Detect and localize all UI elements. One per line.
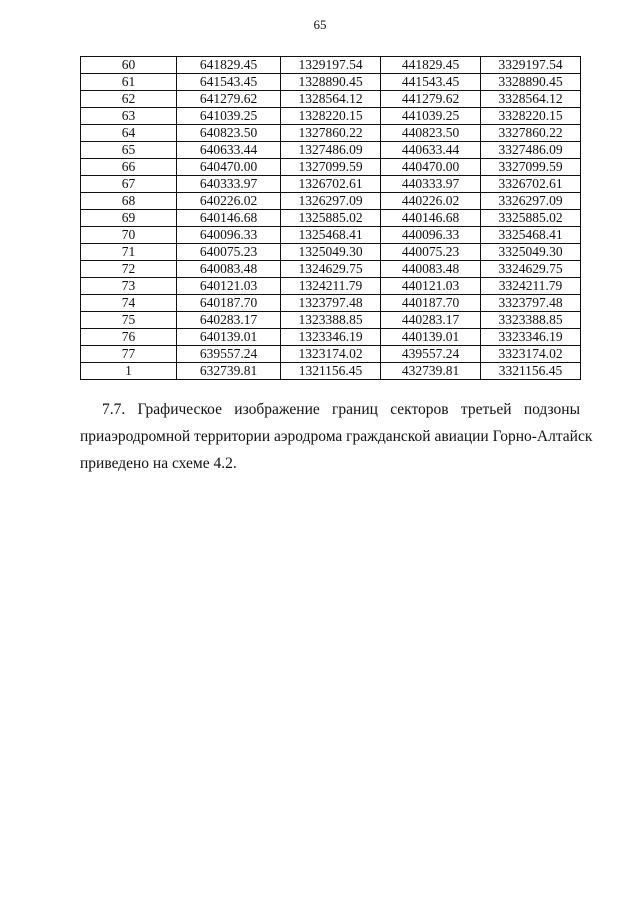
coord-y-alt-cell: 3325049.30 [481, 244, 581, 261]
table-row [81, 329, 581, 346]
table-row [81, 278, 581, 295]
coord-y-alt-cell: 3324629.75 [481, 261, 581, 278]
coord-y-alt-cell: 3323174.02 [481, 346, 581, 363]
coord-x-msk-cell: 641039.25 [177, 108, 281, 125]
page-number: 65 [313, 17, 327, 32]
point-number-cell: 69 [81, 210, 177, 227]
table-row [81, 363, 581, 380]
point-number-cell: 72 [81, 261, 177, 278]
coord-y-alt-cell: 3323797.48 [481, 295, 581, 312]
point-number-cell: 61 [81, 74, 177, 91]
coord-y-msk-cell: 1321156.45 [281, 363, 381, 380]
point-number-cell: 71 [81, 244, 177, 261]
section-paragraph [80, 396, 593, 477]
coord-x-alt-cell: 439557.24 [381, 346, 481, 363]
coord-x-alt-cell: 440139.01 [381, 329, 481, 346]
table-row [81, 295, 581, 312]
coord-y-alt-cell: 3326297.09 [481, 193, 581, 210]
coord-x-msk-cell: 640139.01 [177, 329, 281, 346]
coordinates-table [80, 56, 581, 380]
coord-y-alt-cell: 3323346.19 [481, 329, 581, 346]
coord-y-alt-cell: 3328890.45 [481, 74, 581, 91]
table-row [81, 176, 581, 193]
paragraph-line: приведено на схеме 4.2. [80, 455, 237, 472]
table-row [81, 142, 581, 159]
coord-y-alt-cell: 3325468.41 [481, 227, 581, 244]
coord-y-msk-cell: 1325468.41 [281, 227, 381, 244]
coord-x-alt-cell: 440470.00 [381, 159, 481, 176]
coord-y-alt-cell: 3328220.15 [481, 108, 581, 125]
coord-x-alt-cell: 432739.81 [381, 363, 481, 380]
coord-y-msk-cell: 1327099.59 [281, 159, 381, 176]
coord-x-msk-cell: 639557.24 [177, 346, 281, 363]
coord-y-msk-cell: 1328890.45 [281, 74, 381, 91]
point-number-cell: 76 [81, 329, 177, 346]
table-row [81, 125, 581, 142]
point-number-cell: 77 [81, 346, 177, 363]
coord-x-msk-cell: 640075.23 [177, 244, 281, 261]
table-row [81, 57, 581, 74]
coord-x-msk-cell: 640470.00 [177, 159, 281, 176]
point-number-cell: 63 [81, 108, 177, 125]
coord-y-alt-cell: 3327860.22 [481, 125, 581, 142]
table-row [81, 312, 581, 329]
point-number-cell: 73 [81, 278, 177, 295]
point-number-cell: 62 [81, 91, 177, 108]
coord-y-alt-cell: 3323388.85 [481, 312, 581, 329]
point-number-cell: 68 [81, 193, 177, 210]
point-number-cell: 1 [81, 363, 177, 380]
point-number-cell: 74 [81, 295, 177, 312]
coord-y-msk-cell: 1323797.48 [281, 295, 381, 312]
coord-x-msk-cell: 641543.45 [177, 74, 281, 91]
coord-x-msk-cell: 641829.45 [177, 57, 281, 74]
coord-x-alt-cell: 441829.45 [381, 57, 481, 74]
point-number-cell: 75 [81, 312, 177, 329]
coord-y-alt-cell: 3325885.02 [481, 210, 581, 227]
table-row [81, 261, 581, 278]
coord-x-alt-cell: 440333.97 [381, 176, 481, 193]
table-row [81, 227, 581, 244]
coord-x-alt-cell: 440633.44 [381, 142, 481, 159]
coord-y-msk-cell: 1328220.15 [281, 108, 381, 125]
coord-x-alt-cell: 440187.70 [381, 295, 481, 312]
table-row [81, 193, 581, 210]
coord-y-msk-cell: 1327860.22 [281, 125, 381, 142]
coord-x-alt-cell: 441543.45 [381, 74, 481, 91]
table-row [81, 74, 581, 91]
table-row [81, 210, 581, 227]
point-number-cell: 65 [81, 142, 177, 159]
coord-x-msk-cell: 640283.17 [177, 312, 281, 329]
coord-y-msk-cell: 1326702.61 [281, 176, 381, 193]
table-row [81, 91, 581, 108]
coord-y-alt-cell: 3327099.59 [481, 159, 581, 176]
coord-y-alt-cell: 3327486.09 [481, 142, 581, 159]
coord-x-alt-cell: 441279.62 [381, 91, 481, 108]
coord-x-msk-cell: 640146.68 [177, 210, 281, 227]
coord-x-msk-cell: 640083.48 [177, 261, 281, 278]
coord-x-msk-cell: 640823.50 [177, 125, 281, 142]
coord-y-msk-cell: 1326297.09 [281, 193, 381, 210]
point-number-cell: 60 [81, 57, 177, 74]
coord-y-msk-cell: 1323174.02 [281, 346, 381, 363]
coord-y-alt-cell: 3321156.45 [481, 363, 581, 380]
coord-y-msk-cell: 1325049.30 [281, 244, 381, 261]
coord-x-alt-cell: 440823.50 [381, 125, 481, 142]
point-number-cell: 64 [81, 125, 177, 142]
coord-y-alt-cell: 3324211.79 [481, 278, 581, 295]
coord-y-msk-cell: 1329197.54 [281, 57, 381, 74]
coord-y-msk-cell: 1327486.09 [281, 142, 381, 159]
paragraph-line: 7.7. Графическое изображение границ секторов третьей подзоны [102, 401, 580, 418]
coord-y-msk-cell: 1323346.19 [281, 329, 381, 346]
coord-x-msk-cell: 640633.44 [177, 142, 281, 159]
paragraph-line: приаэродромной территории аэродрома гражданской авиации Горно-Алтайск [80, 428, 593, 445]
point-number-cell: 67 [81, 176, 177, 193]
table-row [81, 244, 581, 261]
coord-y-msk-cell: 1324211.79 [281, 278, 381, 295]
coord-x-alt-cell: 440226.02 [381, 193, 481, 210]
coord-y-alt-cell: 3328564.12 [481, 91, 581, 108]
coord-x-msk-cell: 641279.62 [177, 91, 281, 108]
coord-x-alt-cell: 440075.23 [381, 244, 481, 261]
coord-x-msk-cell: 640187.70 [177, 295, 281, 312]
coord-x-msk-cell: 640121.03 [177, 278, 281, 295]
table-row [81, 346, 581, 363]
coord-x-msk-cell: 640226.02 [177, 193, 281, 210]
coord-y-msk-cell: 1323388.85 [281, 312, 381, 329]
coord-x-alt-cell: 440096.33 [381, 227, 481, 244]
table-row [81, 108, 581, 125]
coord-x-msk-cell: 632739.81 [177, 363, 281, 380]
coord-x-alt-cell: 440083.48 [381, 261, 481, 278]
point-number-cell: 66 [81, 159, 177, 176]
coord-x-msk-cell: 640096.33 [177, 227, 281, 244]
coord-x-msk-cell: 640333.97 [177, 176, 281, 193]
table-row [81, 159, 581, 176]
coord-x-alt-cell: 440283.17 [381, 312, 481, 329]
coord-y-msk-cell: 1325885.02 [281, 210, 381, 227]
coord-x-alt-cell: 440121.03 [381, 278, 481, 295]
coordinates-table-body [81, 57, 581, 380]
coord-x-alt-cell: 441039.25 [381, 108, 481, 125]
coord-y-msk-cell: 1328564.12 [281, 91, 381, 108]
point-number-cell: 70 [81, 227, 177, 244]
coord-x-alt-cell: 440146.68 [381, 210, 481, 227]
coord-y-alt-cell: 3326702.61 [481, 176, 581, 193]
coord-y-msk-cell: 1324629.75 [281, 261, 381, 278]
coord-y-alt-cell: 3329197.54 [481, 57, 581, 74]
